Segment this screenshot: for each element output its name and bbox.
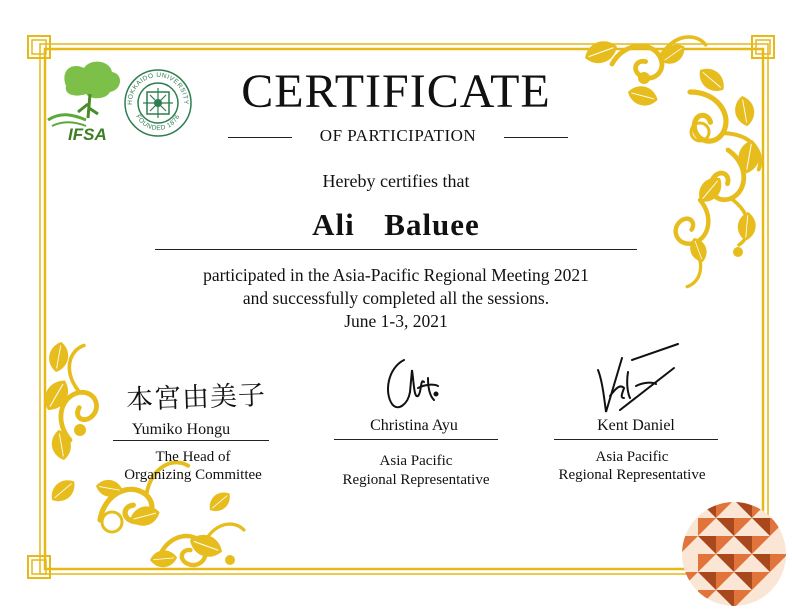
- signature-line-3: [554, 439, 718, 440]
- signatory-name-1: Yumiko Hongu: [131, 421, 231, 438]
- signatory-role-2b: Regional Representative: [342, 472, 490, 488]
- university-founded-text: FOUNDED 1876: [134, 113, 182, 133]
- subtitle-block: [228, 126, 568, 148]
- signature-line-2: [334, 439, 498, 440]
- signature-line-1: [113, 440, 269, 441]
- signatory-role-1a: The Head of: [155, 449, 231, 465]
- subtitle-rule-right: [504, 137, 568, 138]
- event-date: June 1-3, 2021: [344, 311, 448, 331]
- recipient-name: Ali Baluee: [312, 207, 480, 242]
- recipient-underline: [155, 249, 637, 250]
- university-name-text: HOKKAIDO UNIVERSITY: [126, 71, 190, 105]
- body-text-line-2: and successfully completed all the sessions.: [242, 288, 550, 308]
- signatory-name-2: Christina Ayu: [370, 417, 458, 434]
- body-text-line-1: participated in the Asia-Pacific Regional Meeting 2021: [203, 265, 589, 285]
- signatory-role-3b: Regional Representative: [558, 467, 706, 483]
- intro-text: Hereby certifies that: [322, 171, 470, 191]
- certificate-title: CERTIFICATE: [241, 65, 551, 118]
- signatory-name-3: Kent Daniel: [597, 417, 675, 434]
- signature-kent-daniel: [598, 344, 678, 412]
- signatory-role-3a: Asia Pacific: [595, 449, 669, 465]
- ifsa-text: IFSA: [68, 125, 107, 144]
- floral-ornament-top-right: [581, 37, 766, 290]
- signature-yumiko-hongu: 本宮由美子: [125, 380, 267, 416]
- ifsa-logo: [48, 62, 120, 144]
- certificate-subtitle: OF PARTICIPATION: [319, 126, 477, 145]
- mosaic-medallion: [680, 500, 788, 608]
- signature-christina-ayu: [388, 360, 438, 407]
- hokkaido-university-seal: [125, 70, 191, 136]
- signatory-role-1b: Organizing Committee: [124, 467, 262, 483]
- signatory-role-2a: Asia Pacific: [379, 453, 453, 469]
